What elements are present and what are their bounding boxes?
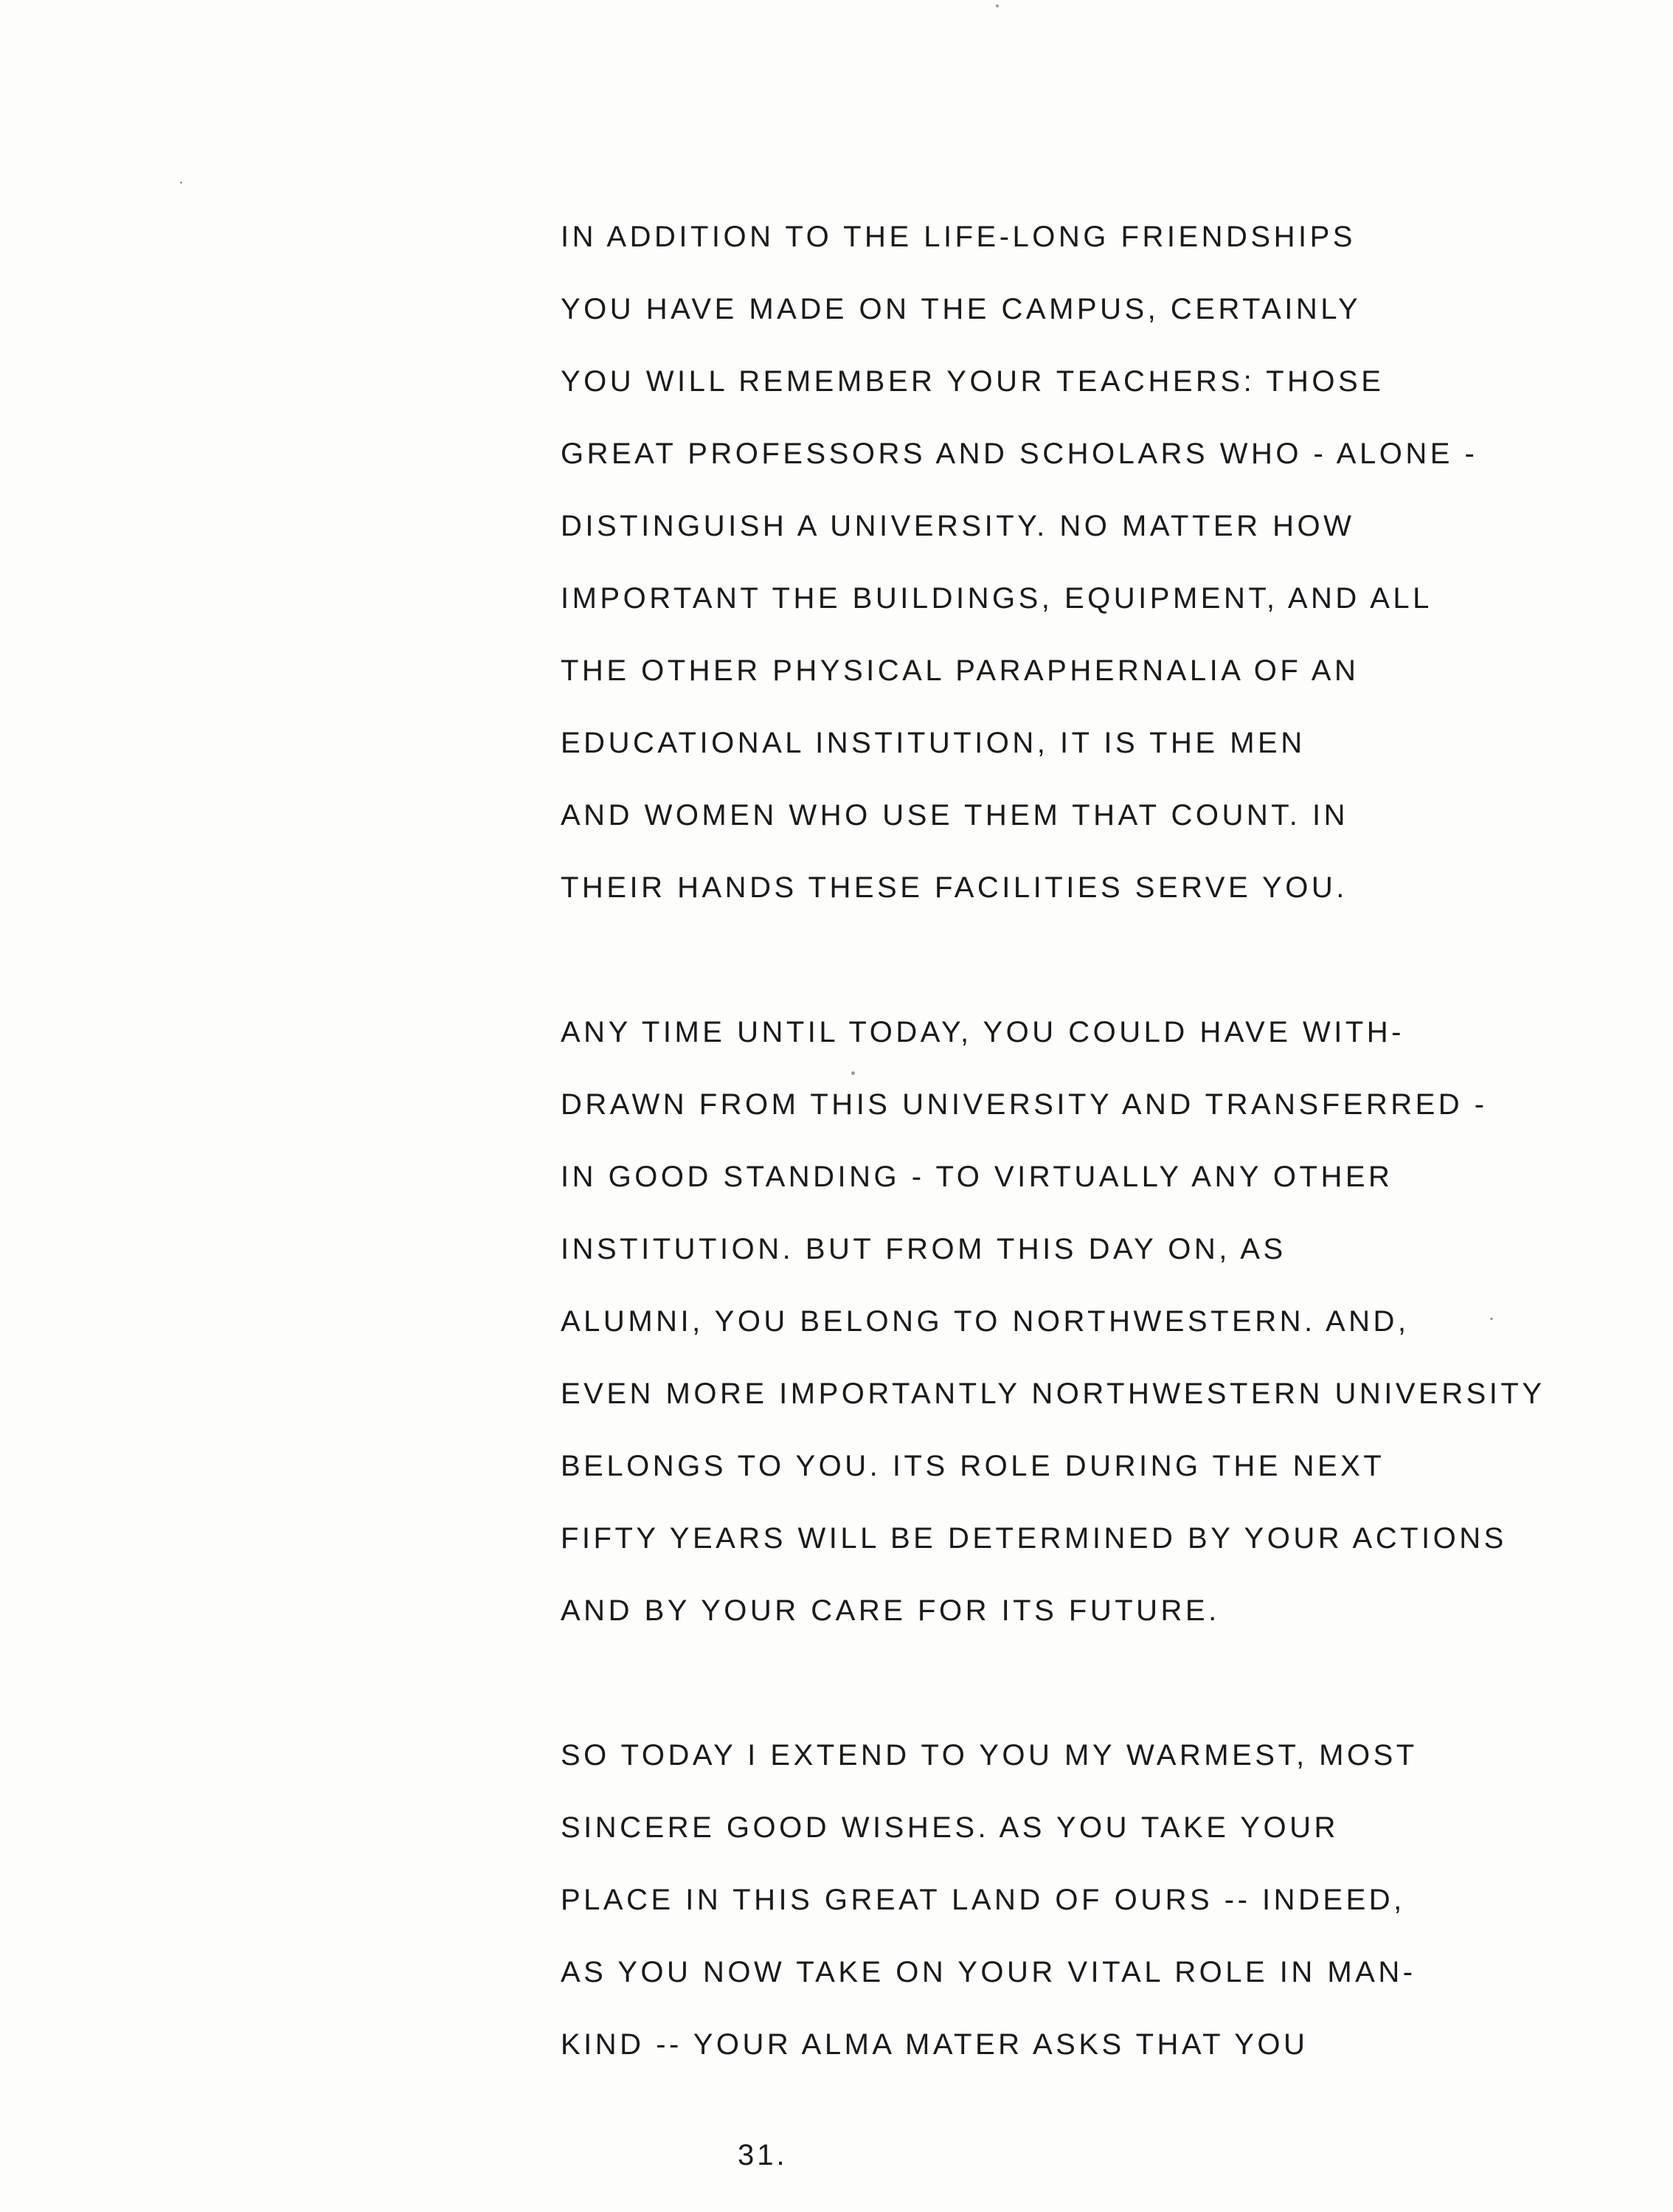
text-line: IN GOOD STANDING - TO VIRTUALLY ANY OTHER bbox=[561, 1161, 1393, 1193]
text-line: THEIR HANDS THESE FACILITIES SERVE YOU. bbox=[561, 871, 1348, 904]
text-line: EDUCATIONAL INSTITUTION, IT IS THE MEN bbox=[561, 727, 1306, 759]
text-line: EVEN MORE IMPORTANTLY NORTHWESTERN UNIVERSITY bbox=[561, 1378, 1545, 1410]
paragraph-spacer bbox=[561, 1662, 1520, 1734]
paragraph-spacer bbox=[561, 939, 1520, 1011]
paragraph-3 bbox=[561, 1734, 1520, 2095]
text-line: SINCERE GOOD WISHES. AS YOU TAKE YOUR bbox=[561, 1811, 1339, 1844]
text-line: SO TODAY I EXTEND TO YOU MY WARMEST, MOST bbox=[561, 1739, 1418, 1772]
text-line: THE OTHER PHYSICAL PARAPHERNALIA OF AN bbox=[561, 654, 1359, 687]
text-line: AS YOU NOW TAKE ON YOUR VITAL ROLE IN MAN- bbox=[561, 1956, 1416, 1988]
text-line: GREAT PROFESSORS AND SCHOLARS WHO - ALONE - bbox=[561, 438, 1478, 470]
text-line: IN ADDITION TO THE LIFE-LONG FRIENDSHIPS bbox=[561, 221, 1356, 253]
text-line: ALUMNI, YOU BELONG TO NORTHWESTERN. AND, bbox=[561, 1305, 1410, 1338]
text-line: DISTINGUISH A UNIVERSITY. NO MATTER HOW bbox=[561, 510, 1355, 542]
text-line: KIND -- YOUR ALMA MATER ASKS THAT YOU bbox=[561, 2028, 1309, 2061]
text-line: PLACE IN THIS GREAT LAND OF OURS -- INDEED, bbox=[561, 1884, 1405, 1916]
page-number: 31. bbox=[738, 2139, 788, 2171]
scan-speck bbox=[180, 182, 182, 184]
text-line: YOU HAVE MADE ON THE CAMPUS, CERTAINLY bbox=[561, 293, 1362, 325]
speech-text-body bbox=[561, 215, 1545, 2095]
text-line: FIFTY YEARS WILL BE DETERMINED BY YOUR ACTIONS bbox=[561, 1522, 1507, 1555]
text-line: YOU WILL REMEMBER YOUR TEACHERS: THOSE bbox=[561, 365, 1385, 398]
text-line: DRAWN FROM THIS UNIVERSITY AND TRANSFERRED - bbox=[561, 1088, 1488, 1121]
paragraph-2 bbox=[561, 1011, 1545, 1662]
scan-speck bbox=[1490, 1318, 1493, 1320]
text-line: INSTITUTION. BUT FROM THIS DAY ON, AS bbox=[561, 1233, 1286, 1265]
scan-speck bbox=[851, 1071, 855, 1075]
text-line: AND WOMEN WHO USE THEM THAT COUNT. IN bbox=[561, 799, 1349, 832]
scan-speck bbox=[996, 4, 999, 7]
text-line: BELONGS TO YOU. ITS ROLE DURING THE NEXT bbox=[561, 1450, 1385, 1482]
paragraph-1 bbox=[561, 215, 1520, 939]
text-line: IMPORTANT THE BUILDINGS, EQUIPMENT, AND ALL bbox=[561, 582, 1433, 615]
text-line: ANY TIME UNTIL TODAY, YOU COULD HAVE WITH- bbox=[561, 1016, 1404, 1048]
text-line: AND BY YOUR CARE FOR ITS FUTURE. bbox=[561, 1594, 1220, 1627]
